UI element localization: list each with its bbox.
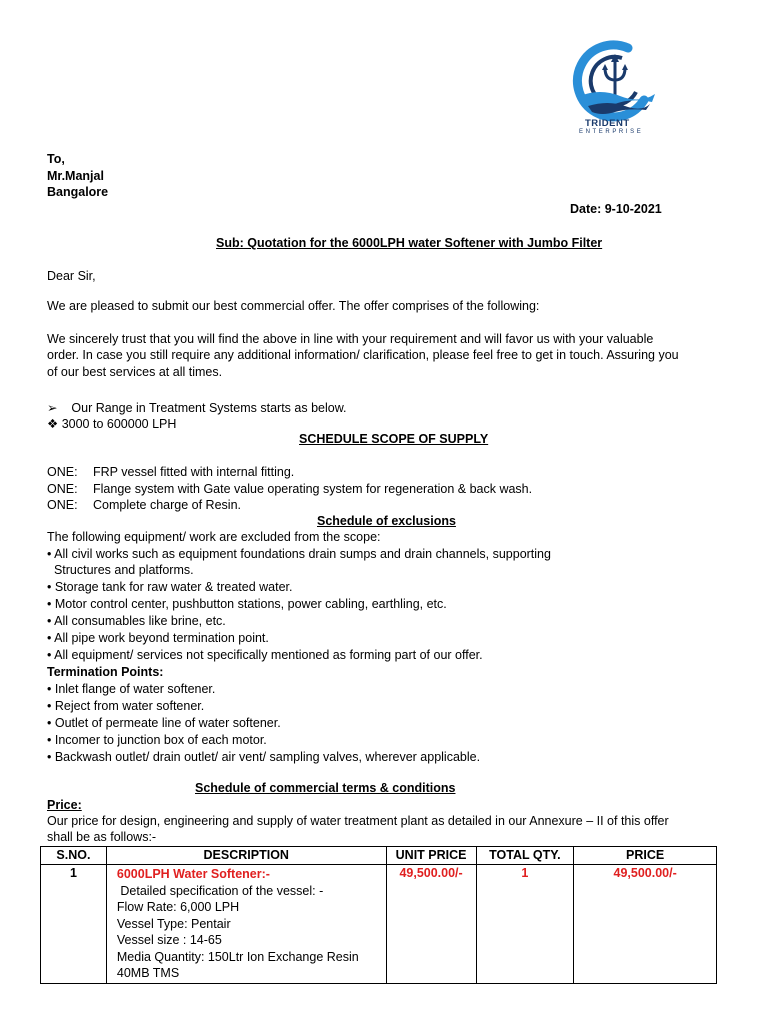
cell-unit-price: 49,500.00/- (386, 865, 476, 984)
scope-item (47, 465, 295, 479)
trust-line-2: order. In case you still require any additional information/ clarification, please feel free to get in touch. Assuring you (47, 348, 679, 362)
recipient-name: Mr.Manjal (47, 169, 104, 183)
table-row (41, 865, 717, 984)
diamond-bullet-icon: ❖ (47, 417, 59, 431)
termination-item: • Inlet flange of water softener. (47, 682, 216, 696)
exclusion-item: Structures and platforms. (47, 563, 194, 577)
col-header-sno: S.NO. (41, 847, 107, 865)
col-header-description: DESCRIPTION (106, 847, 386, 865)
exclusion-item: • All pipe work beyond termination point. (47, 631, 269, 645)
to-label: To, (47, 152, 65, 166)
scope-qty: ONE: (47, 465, 78, 479)
cell-total-qty: 1 (476, 865, 574, 984)
exclusions-intro: The following equipment/ work are excluded from the scope: (47, 530, 381, 544)
exclusion-item: • All civil works such as equipment foundations drain sumps and drain channels, supporting (47, 547, 551, 561)
company-name: TRIDENT (585, 118, 630, 129)
exclusion-item: • All consumables like brine, etc. (47, 614, 226, 628)
termination-item: • Reject from water softener. (47, 699, 205, 713)
termination-item: • Outlet of permeate line of water softener. (47, 716, 281, 730)
exclusion-item: • Storage tank for raw water & treated water. (47, 580, 293, 594)
item-title: 6000LPH Water Softener:- (116, 867, 270, 881)
termination-heading: Termination Points: (47, 665, 164, 679)
company-tagline: ENTERPRISE (579, 129, 644, 135)
intro-paragraph: We are pleased to submit our best commercial offer. The offer comprises of the following: (47, 299, 540, 313)
range-diamond-text: 3000 to 600000 LPH (61, 417, 177, 431)
exclusion-item: • All equipment/ services not specifically mentioned as forming part of our offer. (47, 648, 483, 662)
col-header-price: PRICE (574, 847, 717, 865)
trust-line-3: of our best services at all times. (47, 365, 223, 379)
price-label: Price: (47, 798, 82, 812)
salutation: Dear Sir, (47, 269, 96, 283)
recipient-city: Bangalore (47, 185, 109, 199)
arrow-icon: ➢ (47, 401, 58, 415)
commercial-heading: Schedule of commercial terms & conditions (195, 781, 456, 795)
scope-item (47, 498, 241, 512)
item-detail: Detailed specification of the vessel: - (116, 883, 324, 898)
trust-line-1 (47, 332, 653, 346)
subject-line: Sub: Quotation for the 6000LPH water Softener with Jumbo Filter (216, 236, 603, 250)
cell-price: 49,500.00/- (574, 865, 717, 984)
scope-text: FRP vessel fitted with internal fitting. (93, 465, 295, 479)
trust-line-1b: trust that you will find the above in line with your requirement and will favor us with your valuable (121, 332, 654, 346)
scope-qty: ONE: (47, 482, 78, 496)
exclusions-heading: Schedule of exclusions (317, 514, 456, 528)
scope-item (47, 482, 533, 496)
item-detail: Media Quantity: 150Ltr Ion Exchange Resin (116, 949, 359, 964)
scope-heading: SCHEDULE SCOPE OF SUPPLY (299, 432, 489, 446)
termination-item: • Backwash outlet/ drain outlet/ air vent/ sampling valves, wherever applicable. (47, 750, 481, 764)
exclusion-item: • Motor control center, pushbutton stations, power cabling, earthling, etc. (47, 597, 447, 611)
item-detail: Vessel size : 14-65 (116, 933, 222, 947)
cell-description (106, 865, 386, 984)
table-header-row (41, 847, 717, 865)
trust-line-1a: We sincerely (47, 332, 122, 346)
item-detail: Vessel Type: Pentair (116, 916, 231, 931)
range-arrow-text: Our Range in Treatment Systems starts as below. (71, 401, 347, 415)
scope-text: Flange system with Gate value operating system for regeneration & back wash. (93, 482, 533, 496)
price-text-2: shall be as follows:- (47, 830, 157, 844)
letter-date: Date: 9-10-2021 (570, 202, 662, 216)
scope-qty: ONE: (47, 498, 78, 512)
cell-sno: 1 (41, 865, 107, 984)
col-header-total-qty: TOTAL QTY. (476, 847, 574, 865)
price-text-1: Our price for design, engineering and supply of water treatment plant as detailed in our Annexure – II of this offer (47, 814, 669, 828)
termination-item: • Incomer to junction box of each motor. (47, 733, 267, 747)
range-diamond-item (47, 416, 176, 431)
col-header-unit-price: UNIT PRICE (386, 847, 476, 865)
scope-text: Complete charge of Resin. (93, 498, 241, 512)
price-table (40, 846, 717, 984)
item-detail: Flow Rate: 6,000 LPH (116, 900, 240, 914)
item-detail: 40MB TMS (116, 966, 180, 980)
range-arrow-item (47, 400, 347, 415)
